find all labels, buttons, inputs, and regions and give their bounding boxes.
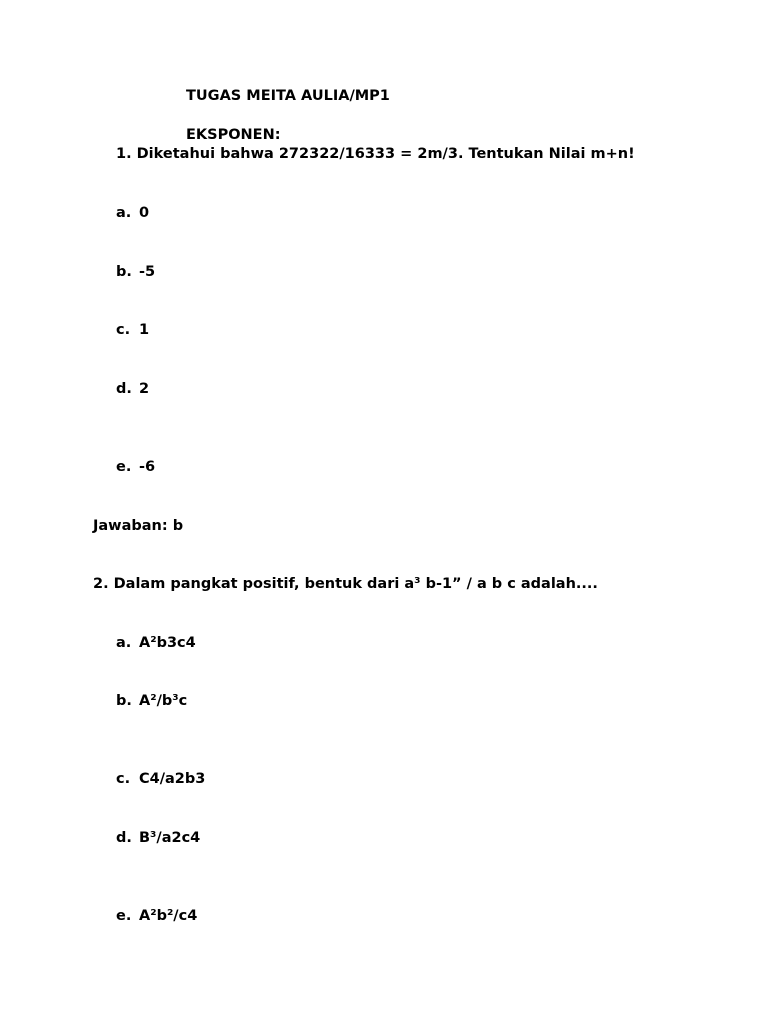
option-text: A²b²/c4	[139, 908, 198, 924]
question-2-option-b	[116, 692, 187, 710]
option-text: B³/a2c4	[139, 830, 201, 846]
option-letter: d.	[116, 830, 132, 846]
option-text: A²b3c4	[139, 635, 196, 651]
question-2-option-e	[116, 907, 197, 925]
option-letter: e.	[116, 459, 132, 475]
option-letter: c.	[116, 322, 131, 338]
question-1-answer: Jawaban: b	[93, 518, 184, 534]
option-text: 0	[139, 205, 150, 221]
option-letter: a.	[116, 205, 132, 221]
question-1-text: 1. Diketahui bahwa 272322/16333 = 2m/3. Tentukan Nilai m+n!	[116, 146, 635, 162]
question-2-option-c	[116, 770, 205, 788]
question-1-option-d	[116, 380, 149, 398]
option-letter: e.	[116, 908, 132, 924]
option-text: A²/b³c	[139, 693, 188, 709]
option-text: 1	[139, 322, 150, 338]
question-2-option-a	[116, 634, 196, 652]
option-letter: a.	[116, 635, 132, 651]
question-2-text: 2. Dalam pangkat positif, bentuk dari a³ b-1” / a b c adalah....	[93, 576, 598, 592]
question-2-option-d	[116, 829, 200, 847]
question-1-option-b	[116, 263, 155, 281]
question-1-option-c	[116, 321, 149, 339]
option-text: -6	[139, 459, 156, 475]
document-title: TUGAS MEITA AULIA/MP1	[186, 88, 390, 104]
option-letter: b.	[116, 264, 132, 280]
option-letter: c.	[116, 771, 131, 787]
option-letter: d.	[116, 381, 132, 397]
question-1-option-e	[116, 458, 155, 476]
option-text: C4/a2b3	[139, 771, 206, 787]
option-text: -5	[139, 264, 156, 280]
option-letter: b.	[116, 693, 132, 709]
question-1-option-a	[116, 204, 149, 222]
option-text: 2	[139, 381, 150, 397]
topic-heading: EKSPONEN:	[186, 127, 281, 143]
